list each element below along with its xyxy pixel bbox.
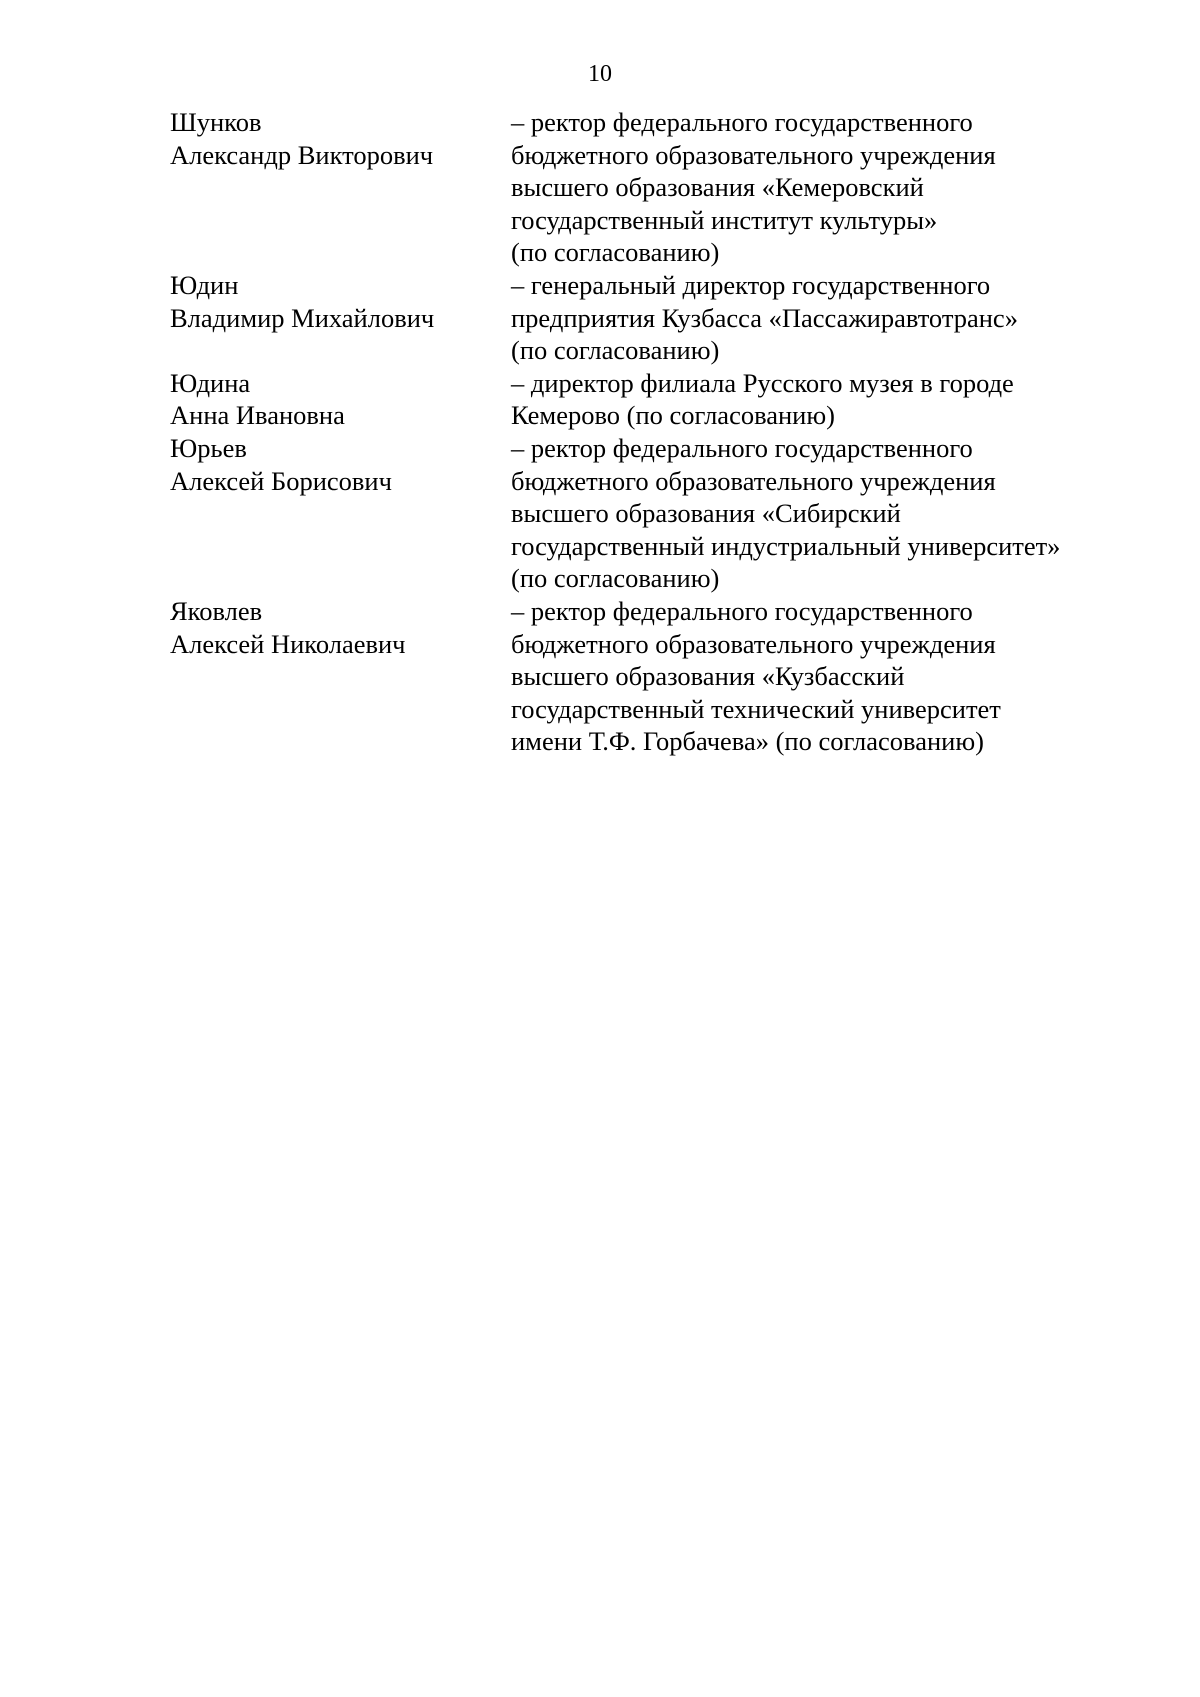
member-name [170,432,511,595]
roster-entry [170,367,1110,432]
member-given-names: Алексей Николаевич [170,628,406,659]
member-role [511,595,1110,758]
member-roster [170,106,1110,758]
member-name [170,367,511,432]
role-line: (по согласованию) [511,563,720,594]
role-line: высшего образования «Кемеровский [511,172,924,203]
member-surname: Юдин [170,269,239,300]
member-surname: Шунков [170,107,262,137]
member-role [511,367,1110,432]
role-line: – ректор федерального государственного [511,432,973,463]
role-line: (по согласованию) [511,335,720,366]
member-role [511,269,1110,367]
member-given-names: Алексей Борисович [170,465,392,496]
role-line: высшего образования «Кузбасский [511,661,905,692]
role-line: бюджетного образовательного учреждения [511,139,996,170]
roster-entry [170,595,1110,758]
member-given-names: Анна Ивановна [170,400,345,431]
role-line: Кемерово (по согласованию) [511,400,835,431]
member-surname: Яковлев [170,595,263,626]
role-line: – директор филиала Русского музея в городе [511,367,1014,398]
page-number: 10 [588,61,612,87]
role-line: – ректор федерального государственного [511,595,973,626]
member-role [511,106,1110,269]
member-name [170,269,511,367]
member-name [170,595,511,758]
member-role [511,432,1110,595]
member-given-names: Александр Викторович [170,139,434,170]
member-name [170,106,511,269]
member-surname: Юрьев [170,432,247,463]
role-line: государственный институт культуры» [511,204,938,235]
role-line: (по согласованию) [511,237,720,268]
role-line: государственный технический университет [511,693,1001,724]
role-line: – ректор федерального государственного [511,107,973,137]
role-line: бюджетного образовательного учреждения [511,628,996,659]
member-given-names: Владимир Михайлович [170,302,435,333]
role-line: – генеральный директор государственного [511,269,991,300]
role-line: имени Т.Ф. Горбачева» (по согласованию) [511,726,984,757]
role-line: бюджетного образовательного учреждения [511,465,996,496]
role-line: высшего образования «Сибирский [511,498,901,529]
roster-entry [170,106,1110,269]
role-line: предприятия Кузбасса «Пассажиравтотранс» [511,302,1018,333]
roster-entry [170,432,1110,595]
roster-entry [170,269,1110,367]
member-surname: Юдина [170,367,251,398]
role-line: государственный индустриальный университет» [511,530,1061,561]
